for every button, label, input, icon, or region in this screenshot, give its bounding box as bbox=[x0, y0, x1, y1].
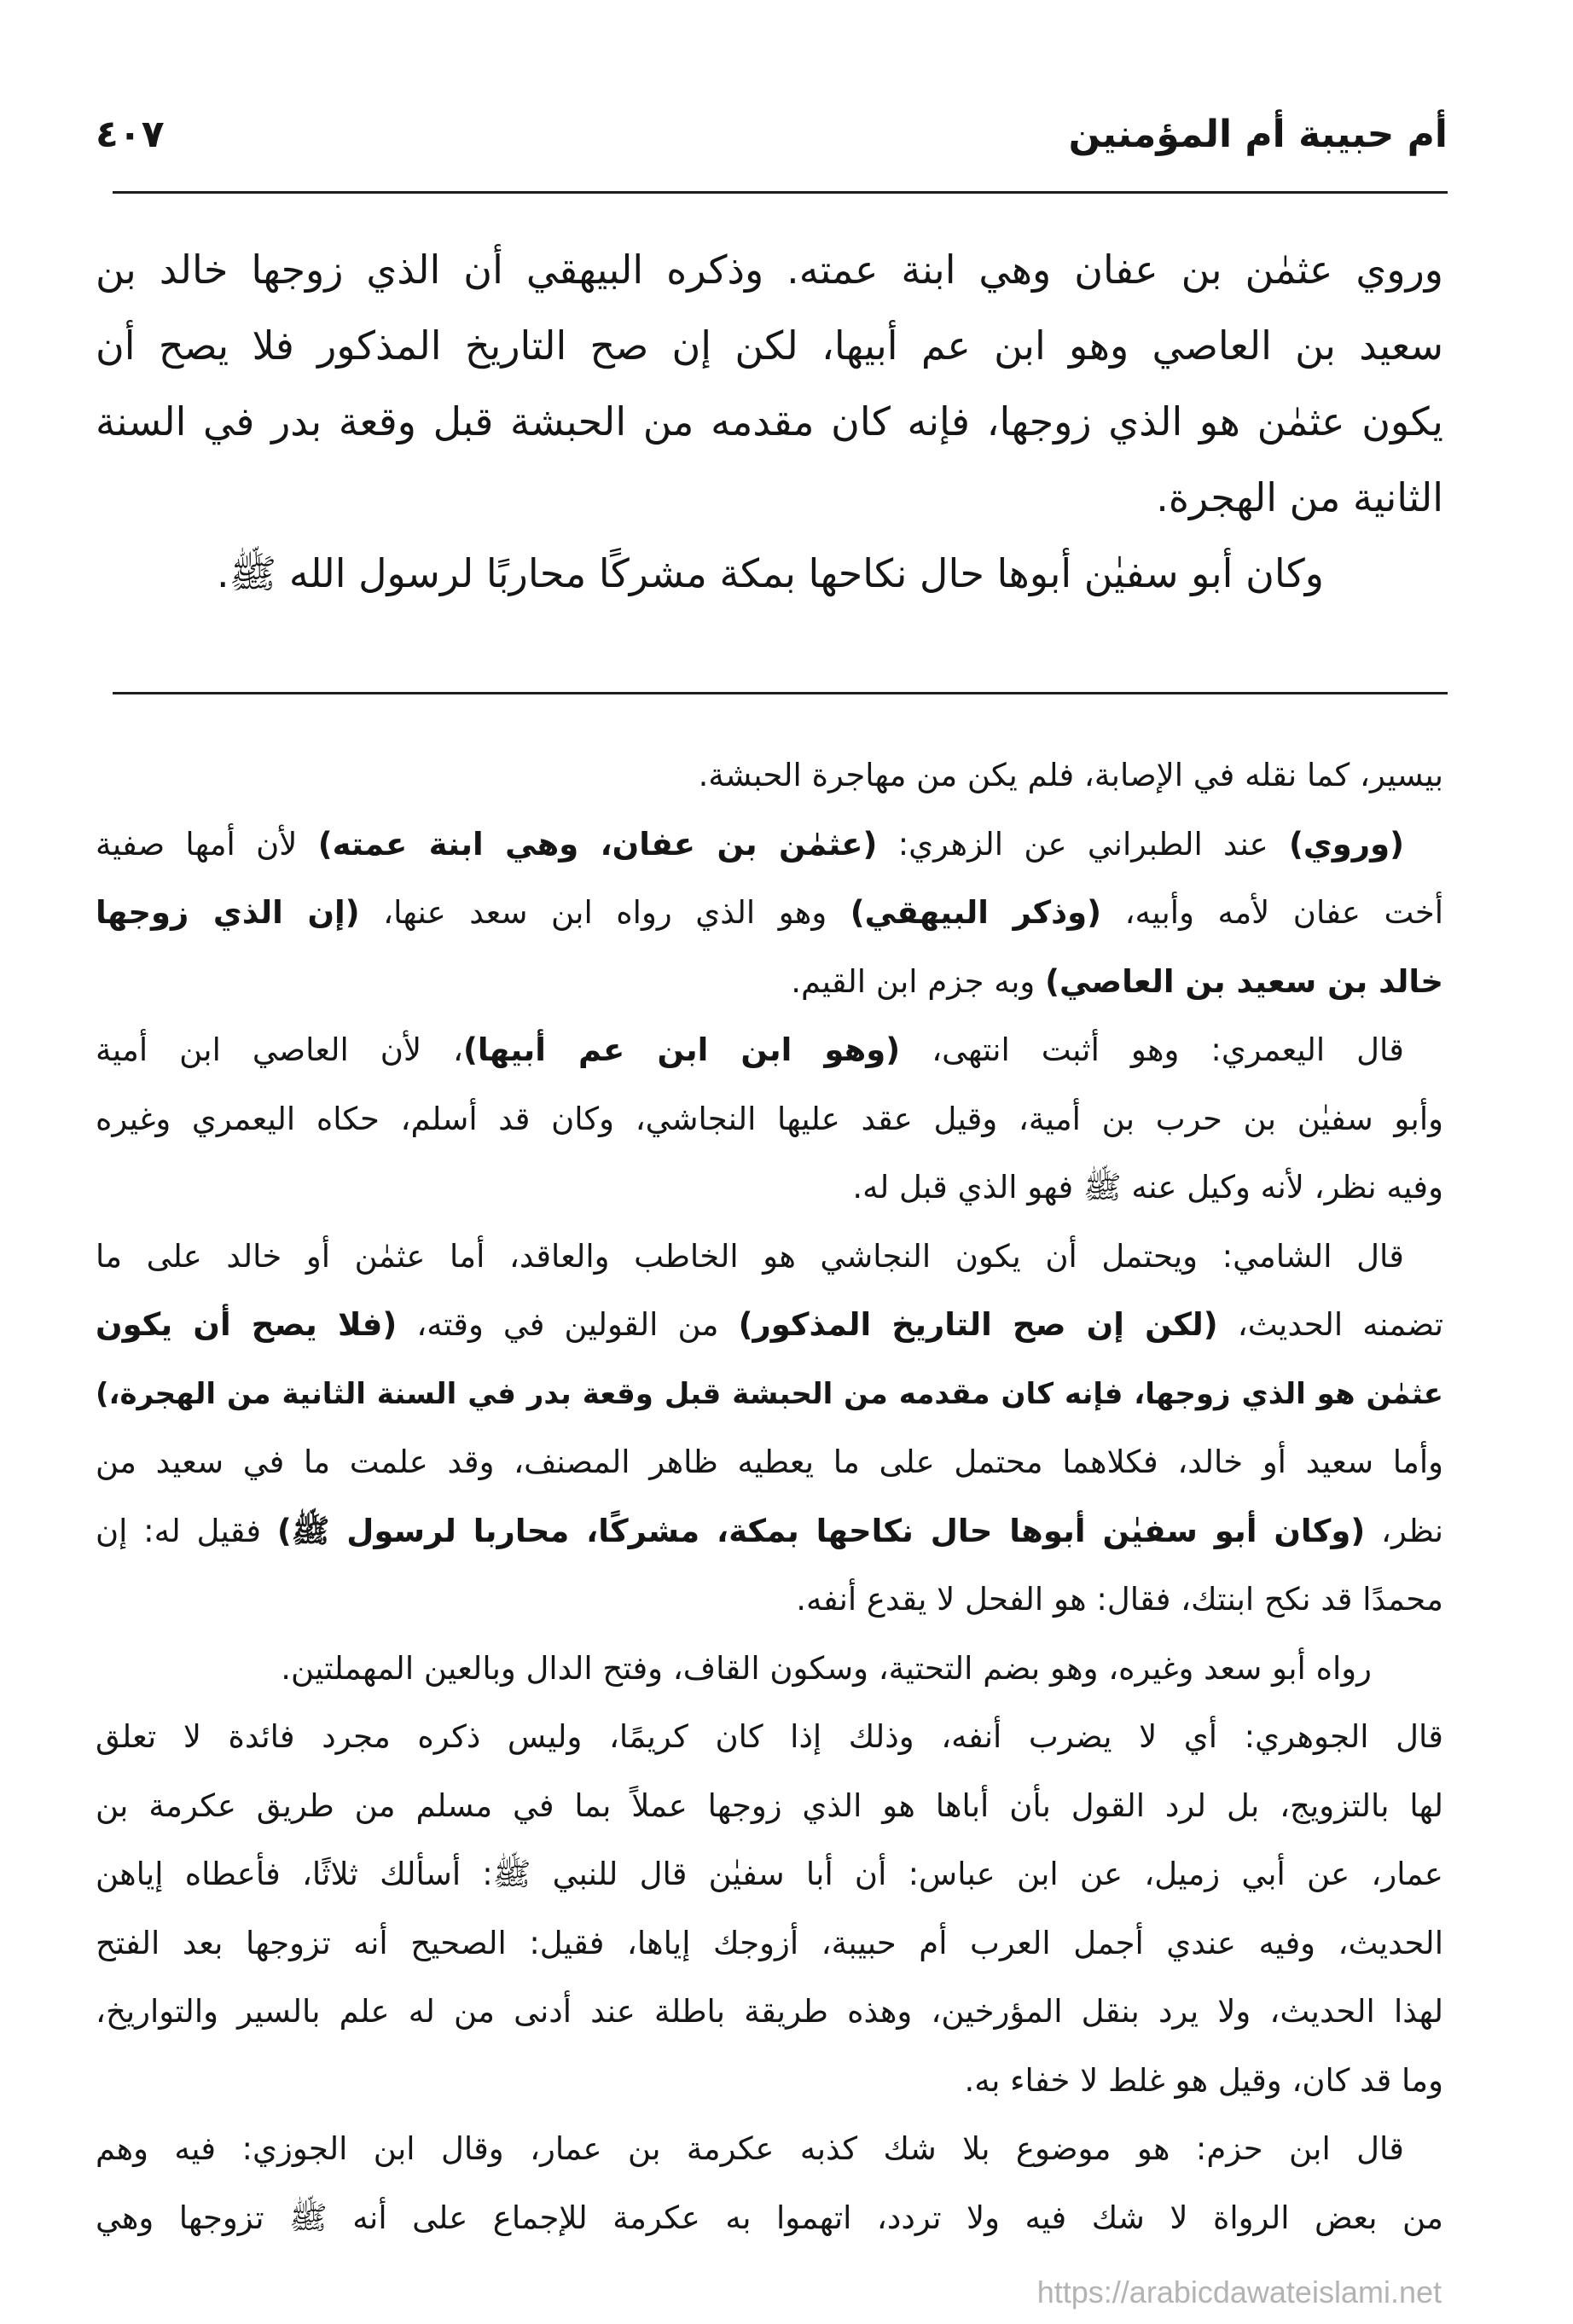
commentary-segment: أخت عفان لأمه وأبيه، bbox=[1124, 894, 1444, 931]
commentary-line bbox=[96, 2115, 1443, 2184]
commentary-segment: من القولين في وقته، bbox=[416, 1306, 719, 1343]
commentary-segment: وأما سعيد أو خالد، فكلاهما محتمل على ما يعطيه ظاهر المصنف، وقد علمت ما في سعيد من bbox=[96, 1444, 1443, 1480]
commentary-line bbox=[96, 1016, 1443, 1085]
commentary-segment: نظر، bbox=[1381, 1512, 1444, 1549]
commentary-segment: وهو الذي رواه ابن سعد عنها، bbox=[383, 894, 827, 931]
commentary-segment: وما قد كان، وقيل هو غلط لا خفاء به. bbox=[964, 2061, 1443, 2099]
quoted-main-text: (وكان أبو سفيٰن أبوها حال نكاحها بمكة، مشركًا، محاربا لرسول ﷺ) bbox=[276, 1512, 1366, 1549]
watermark-url: https://arabicdawateislami.net bbox=[1036, 2275, 1442, 2309]
commentary-segment: عمار، عن أبي زميل، عن ابن عباس: أن أبا سفيٰن قال للنبي ﷺ: أسألك ثلاثًا، فأعطاه إياهن bbox=[96, 1856, 1443, 1892]
quoted-main-text: (لكن إن صح التاريخ المذكور) bbox=[738, 1306, 1218, 1343]
commentary-segment: قال ابن حزم: هو موضوع بلا شك كذبه عكرمة بن عمار، وقال ابن الجوزي: فيه وهم bbox=[96, 2130, 1404, 2167]
commentary-line bbox=[96, 1428, 1443, 1497]
commentary-segment: رواه أبو سعد وغيره، وهو بضم التحتية، وسكون القاف، وفتح الدال وبالعين المهملتين. bbox=[281, 1649, 1372, 1687]
commentary-line bbox=[96, 1085, 1443, 1154]
commentary-line bbox=[96, 1360, 1443, 1429]
commentary-line bbox=[96, 879, 1443, 948]
commentary-line bbox=[96, 1772, 1443, 1841]
commentary-line bbox=[96, 1635, 1443, 1704]
commentary-segment: وأبو سفيٰن بن حرب بن أمية، وقيل عقد عليها النجاشي، وكان قد أسلم، حكاه اليعمري وغيره bbox=[96, 1100, 1443, 1137]
commentary-segment: قال اليعمري: وهو أثبت انتهى، bbox=[932, 1031, 1404, 1068]
commentary-line bbox=[96, 2184, 1443, 2253]
commentary-line bbox=[96, 741, 1443, 810]
header-rule bbox=[113, 191, 1448, 194]
running-header bbox=[96, 101, 1448, 169]
commentary-segment: الحديث، وفيه عندي أجمل العرب أم حبيبة، أزوجك إياها، فقيل: الصحيح أنه تزوجها بعد الفتح bbox=[96, 1924, 1443, 1961]
main-text-line: وروي عثمٰن بن عفان وهي ابنة عمته. وذكره البيهقي أن الذي زوجها خالد بن bbox=[96, 247, 1443, 293]
commentary-segment: من بعض الرواة لا شك فيه ولا تردد، اتهموا به عكرمة للإجماع على أنه ﷺ تزوجها وهي bbox=[96, 2199, 1443, 2236]
quoted-main-text: عثمٰن هو الذي زوجها، فإنه كان مقدمه من الحبشة قبل وقعة بدر في السنة الثانية من الهجرة،) bbox=[96, 1376, 1443, 1411]
running-title: أم حبيبة أم المؤمنين bbox=[1068, 113, 1448, 156]
quoted-main-text: (فلا يصح أن يكون bbox=[96, 1306, 398, 1343]
commentary-segment: عند الطبراني عن الزهري: bbox=[897, 825, 1268, 863]
commentary-segment: فقيل له: إن bbox=[96, 1512, 262, 1549]
main-text-line: وكان أبو سفيٰن أبوها حال نكاحها بمكة مشركًا محاربًا لرسول الله ﷺ. bbox=[217, 550, 1324, 596]
commentary-line bbox=[96, 2047, 1443, 2116]
commentary-line bbox=[96, 1291, 1443, 1360]
quoted-main-text: (إن الذي زوجها bbox=[96, 894, 360, 931]
commentary-line bbox=[96, 1566, 1443, 1635]
commentary-line bbox=[96, 1703, 1443, 1772]
commentary-text bbox=[96, 741, 1443, 2252]
commentary-line bbox=[96, 1153, 1443, 1223]
commentary-line bbox=[96, 1909, 1443, 1978]
quoted-main-text: (وذكر البيهقي) bbox=[850, 894, 1102, 931]
commentary-segment: قال الشامي: ويحتمل أن يكون النجاشي هو الخاطب والعاقد، أما عثمٰن أو خالد على ما bbox=[96, 1237, 1404, 1275]
commentary-line bbox=[96, 1497, 1443, 1566]
quoted-main-text: (عثمٰن بن عفان، وهي ابنة عمته) bbox=[317, 825, 878, 863]
commentary-segment: لها بالتزويج، بل لرد القول بأن أباها هو الذي زوجها عملاً بما في مسلم من طريق عكرمة بن bbox=[96, 1787, 1443, 1824]
commentary-segment: وفيه نظر، لأنه وكيل عنه ﷺ فهو الذي قبل له. bbox=[852, 1169, 1443, 1206]
commentary-line bbox=[96, 1840, 1443, 1909]
commentary-line bbox=[96, 810, 1443, 880]
main-text bbox=[96, 232, 1443, 612]
main-text-line: الثانية من الهجرة. bbox=[1156, 474, 1443, 520]
commentary-segment: لأن أمها صفية bbox=[96, 825, 298, 863]
quoted-main-text: (وروي) bbox=[1288, 825, 1404, 863]
commentary-line bbox=[96, 1223, 1443, 1292]
commentary-line bbox=[96, 1978, 1443, 2047]
main-text-line: يكون عثمٰن هو الذي زوجها، فإنه كان مقدمه من الحبشة قبل وقعة بدر في السنة bbox=[96, 398, 1443, 444]
quoted-main-text: خالد بن سعيد بن العاصي) bbox=[1045, 962, 1443, 1000]
page-number: ٤٠٧ bbox=[96, 113, 165, 156]
commentary-segment: بيسير، كما نقله في الإصابة، فلم يكن من مهاجرة الحبشة. bbox=[698, 757, 1443, 793]
commentary-segment: قال الجوهري: أي لا يضرب أنفه، وذلك إذا كان كريمًا، وليس ذكره مجرد فائدة لا تعلق bbox=[96, 1718, 1443, 1755]
quoted-main-text: (وهو ابن ابن عم أبيها) bbox=[463, 1031, 901, 1068]
footnote-separator-rule bbox=[113, 692, 1448, 694]
commentary-segment: لهذا الحديث، ولا يرد بنقل المؤرخين، وهذه طريقة باطلة عند أدنى من له علم بالسير والتواريخ، bbox=[96, 1993, 1443, 2030]
commentary-segment: تضمنه الحديث، bbox=[1237, 1306, 1444, 1343]
commentary-segment: ، لأن العاصي ابن أمية bbox=[96, 1031, 463, 1068]
commentary-segment: وبه جزم ابن القيم. bbox=[791, 962, 1036, 1000]
main-text-line: سعيد بن العاصي وهو ابن عم أبيها، لكن إن صح التاريخ المذكور فلا يصح أن bbox=[96, 322, 1443, 369]
commentary-line bbox=[96, 948, 1443, 1017]
commentary-segment: محمدًا قد نكح ابنتك، فقال: هو الفحل لا يقدع أنفه. bbox=[796, 1581, 1443, 1618]
